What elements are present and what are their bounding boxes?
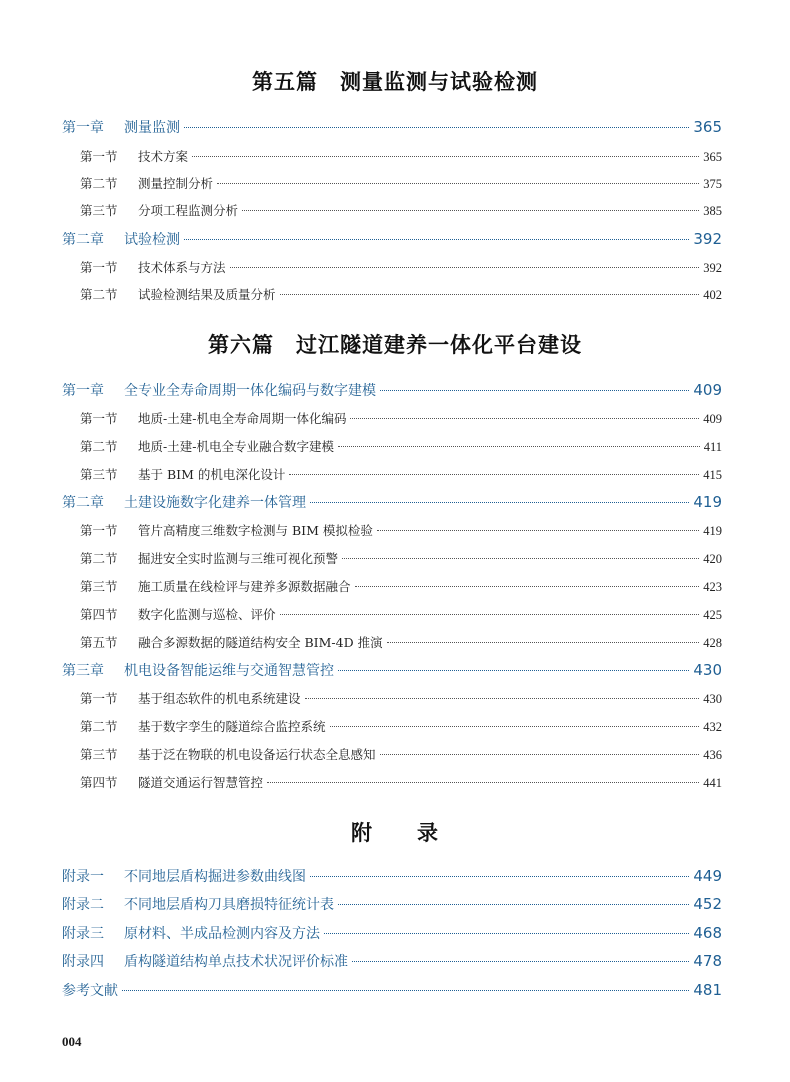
chapter-title: 土建设施数字化建养一体管理 (124, 495, 306, 511)
folio: 004 (62, 1034, 82, 1049)
section-label: 第一节 (80, 691, 118, 706)
section-label: 第二节 (80, 719, 118, 734)
page-number: 420 (703, 552, 722, 566)
page-number: 365 (703, 150, 722, 164)
dot-leader (324, 933, 689, 934)
section-title: 技术体系与方法 (138, 260, 226, 275)
dot-leader (350, 418, 699, 419)
section-title: 掘进安全实时监测与三维可视化预警 (138, 551, 339, 566)
dot-leader (310, 876, 689, 877)
page-number: 452 (693, 895, 722, 913)
chapter-label: 第三章 (62, 663, 104, 679)
section-title: 基于组态软件的机电系统建设 (138, 691, 301, 706)
section-title: 基于数字孪生的隧道综合监控系统 (138, 719, 326, 734)
section-label: 第三节 (80, 747, 118, 762)
toc-section[interactable] (80, 605, 722, 623)
page-number: 392 (693, 230, 722, 248)
toc-appendix[interactable] (62, 951, 722, 971)
appendix-title: 不同地层盾构掘进参数曲线图 (124, 869, 306, 885)
dot-leader (280, 614, 700, 615)
page-number: 365 (693, 118, 722, 136)
section-label: 第一节 (80, 149, 118, 164)
page-number: 481 (693, 981, 722, 999)
toc-chapter[interactable] (62, 660, 722, 680)
toc-section[interactable] (80, 201, 722, 219)
toc-section[interactable] (80, 147, 722, 165)
chapter-title: 机电设备智能运维与交通智慧管控 (124, 663, 334, 679)
appendix-label: 附录一 (62, 869, 104, 885)
dot-leader (377, 530, 699, 531)
dot-leader (387, 642, 700, 643)
page-number: 423 (703, 580, 722, 594)
dot-leader (330, 726, 700, 727)
section-title: 施工质量在线检评与建养多源数据融合 (138, 579, 351, 594)
page-number: 415 (703, 468, 722, 482)
appendix-title: 盾构隧道结构单点技术状况评价标准 (124, 954, 348, 970)
page-number: 375 (703, 177, 722, 191)
part-title: 第五篇 测量监测与试验检测 (252, 70, 538, 94)
page-number: 425 (703, 608, 722, 622)
dot-leader (217, 183, 699, 184)
appendix-label: 附录二 (62, 897, 104, 913)
dot-leader (184, 127, 689, 128)
page-number: 409 (693, 381, 722, 399)
page-number: 432 (703, 720, 722, 734)
page-number: 409 (703, 412, 722, 426)
toc-section[interactable] (80, 521, 722, 539)
toc-chapter[interactable] (62, 229, 722, 249)
page-number: 419 (703, 524, 722, 538)
dot-leader (310, 502, 689, 503)
section-label: 第三节 (80, 203, 118, 218)
chapter-label: 第一章 (62, 120, 104, 136)
page-number: 468 (693, 924, 722, 942)
section-title: 数字化监测与巡检、评价 (138, 607, 276, 622)
toc-section[interactable] (80, 773, 722, 791)
dot-leader (230, 267, 700, 268)
dot-leader (242, 210, 699, 211)
toc-section[interactable] (80, 577, 722, 595)
chapter-label: 第一章 (62, 383, 104, 399)
dot-leader (355, 586, 700, 587)
toc-appendix[interactable] (62, 894, 722, 914)
section-title: 融合多源数据的隧道结构安全 BIM-4D 推演 (138, 635, 383, 650)
toc-section[interactable] (80, 745, 722, 763)
section-title: 试验检测结果及质量分析 (138, 287, 276, 302)
section-label: 第一节 (80, 411, 118, 426)
dot-leader (289, 474, 699, 475)
dot-leader (280, 294, 700, 295)
section-label: 第一节 (80, 260, 118, 275)
dot-leader (192, 156, 699, 157)
toc-section[interactable] (80, 633, 722, 651)
toc-chapter[interactable] (62, 117, 722, 137)
toc-section[interactable] (80, 717, 722, 735)
appendix-title: 不同地层盾构刀具磨损特征统计表 (124, 897, 334, 913)
dot-leader (338, 446, 700, 447)
toc-chapter[interactable] (62, 492, 722, 512)
section-title: 技术方案 (138, 149, 189, 164)
toc-section[interactable] (80, 285, 722, 303)
toc-section[interactable] (80, 465, 722, 483)
references-title: 参考文献 (62, 983, 118, 999)
section-title: 地质-土建-机电全寿命周期一体化编码 (138, 411, 347, 426)
section-title: 基于 BIM 的机电深化设计 (138, 467, 286, 482)
section-title: 管片高精度三维数字检测与 BIM 模拟检验 (138, 523, 373, 538)
section-title: 地质-土建-机电全专业融合数字建模 (138, 439, 334, 454)
dot-leader (352, 961, 689, 962)
section-label: 第二节 (80, 551, 118, 566)
page-number: 392 (703, 261, 722, 275)
dot-leader (380, 754, 700, 755)
dot-leader (338, 670, 689, 671)
page-number: 402 (703, 288, 722, 302)
dot-leader (342, 558, 699, 559)
chapter-title: 试验检测 (124, 232, 180, 248)
page-number: 419 (693, 493, 722, 511)
toc-section[interactable] (80, 437, 722, 455)
dot-leader (380, 390, 689, 391)
toc-section[interactable] (80, 409, 722, 427)
page-number: 478 (693, 952, 722, 970)
page-number: 411 (703, 440, 722, 454)
page-number: 430 (703, 692, 722, 706)
section-label: 第三节 (80, 467, 118, 482)
toc-chapter[interactable] (62, 380, 722, 400)
section-label: 第四节 (80, 607, 118, 622)
section-label: 第五节 (80, 635, 118, 650)
toc-section[interactable] (80, 549, 722, 567)
section-title: 隧道交通运行智慧管控 (138, 775, 264, 790)
dot-leader (338, 904, 689, 905)
toc-appendix[interactable] (62, 923, 722, 943)
appendix-title: 原材料、半成品检测内容及方法 (124, 926, 320, 942)
dot-leader (305, 698, 700, 699)
dot-leader (122, 990, 689, 991)
part-title: 第六篇 过江隧道建养一体化平台建设 (208, 333, 582, 357)
section-label: 第三节 (80, 579, 118, 594)
toc-section[interactable] (80, 689, 722, 707)
page-number: 428 (703, 636, 722, 650)
section-title: 测量控制分析 (138, 176, 214, 191)
page-number: 441 (703, 776, 722, 790)
appendix-label: 附录三 (62, 926, 104, 942)
chapter-title: 测量监测 (124, 120, 180, 136)
section-label: 第二节 (80, 287, 118, 302)
toc-section[interactable] (80, 174, 722, 192)
page-number: 430 (693, 661, 722, 679)
section-label: 第二节 (80, 439, 118, 454)
page-number: 449 (693, 867, 722, 885)
section-label: 第一节 (80, 523, 118, 538)
page-number: 436 (703, 748, 722, 762)
toc-section[interactable] (80, 258, 722, 276)
section-label: 第四节 (80, 775, 118, 790)
toc-appendix[interactable] (62, 866, 722, 886)
appendix-heading: 附 录 (351, 821, 439, 845)
appendix-label: 附录四 (62, 954, 104, 970)
dot-leader (184, 239, 689, 240)
chapter-label: 第二章 (62, 232, 104, 248)
section-title: 分项工程监测分析 (138, 203, 239, 218)
page-number: 385 (703, 204, 722, 218)
dot-leader (267, 782, 699, 783)
chapter-title: 全专业全寿命周期一体化编码与数字建模 (124, 383, 376, 399)
toc-references[interactable] (62, 980, 722, 1000)
chapter-label: 第二章 (62, 495, 104, 511)
section-title: 基于泛在物联的机电设备运行状态全息感知 (138, 747, 376, 762)
section-label: 第二节 (80, 176, 118, 191)
